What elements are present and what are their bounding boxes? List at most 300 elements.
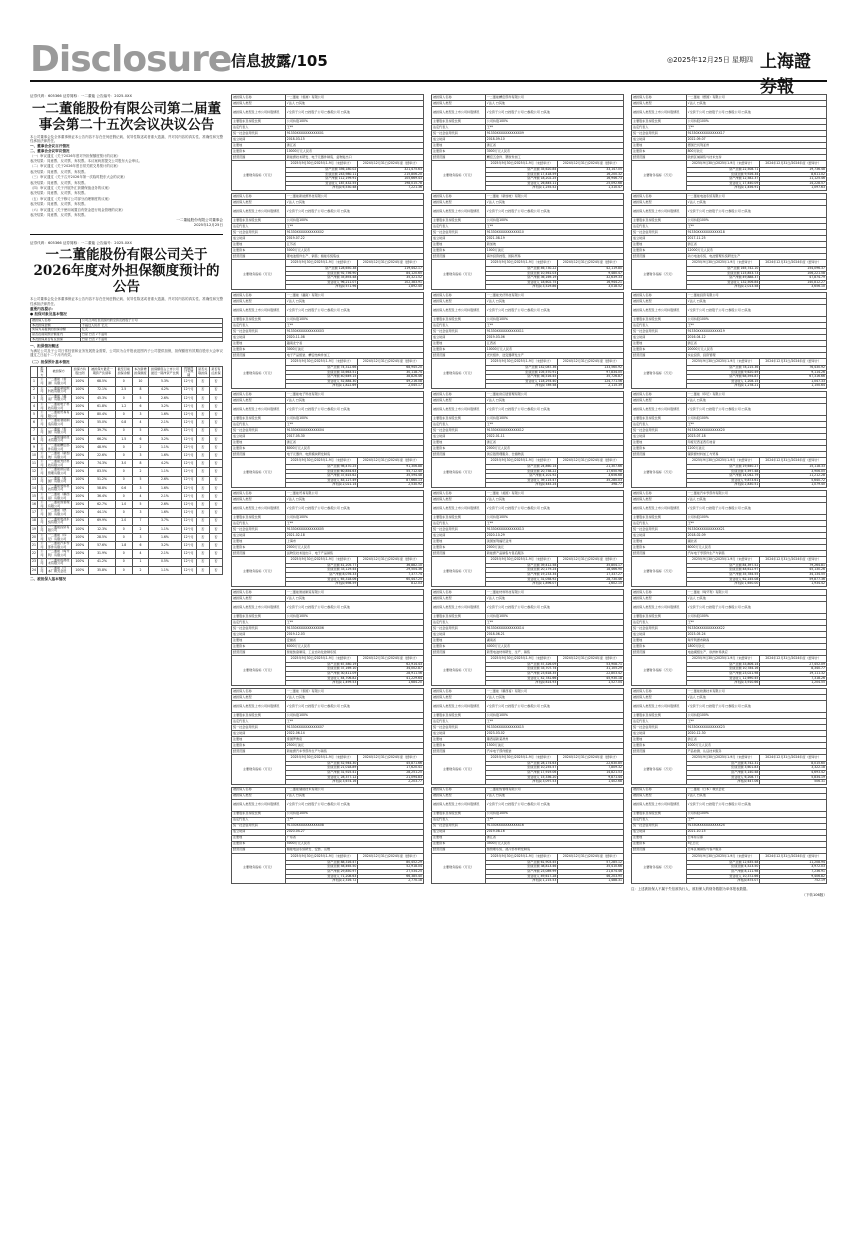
cell-bal: 0 (115, 525, 132, 533)
info-value: 3000万元人民币 (485, 149, 623, 155)
info-value: 5亿日元 (686, 841, 826, 847)
info-value: 公司持股100% (285, 613, 423, 619)
cell-amt: 2 (132, 468, 148, 476)
info-key: 被担保人类型 (232, 595, 286, 601)
fin-value: 21,094.83 (358, 775, 424, 780)
info-key: 经营范围 (632, 748, 687, 754)
info-value: √全资子公司 □控股子公司 □参股公司 □其他 (686, 700, 826, 712)
fin-value: 营业收入 42,781.66 (485, 676, 558, 681)
cell-amt: 2 (132, 566, 148, 574)
fin-label: 主要财务指标（万元） (232, 754, 286, 784)
fin-value: 营业收入 132,506.84 (686, 280, 760, 285)
row-number: 23 (31, 558, 38, 566)
fin-value: 21,307.66 (558, 464, 624, 469)
info-key: 成立时间 (432, 829, 486, 835)
fin-value: 1,079.40 (760, 483, 827, 488)
info-key: 被担保人类型及上市公司持股情况 (432, 700, 486, 712)
fin-value: 资产净额 4,101.92 (485, 474, 558, 479)
info-value: 公司持股100% (485, 316, 623, 322)
info-row (232, 107, 424, 119)
info-value: 一二董能（香港）有限公司 (285, 95, 423, 101)
cell-rel: 否 (196, 378, 209, 386)
info-key: 被担保人名称 (632, 787, 687, 793)
subsidiary-table (431, 787, 624, 884)
info-value: 墨西哥新莱昂州 (485, 736, 623, 742)
info-row (432, 502, 624, 514)
guarantor: 公司 (37, 419, 46, 427)
guaranteed-party: 一二董能（印尼）有限公司 (46, 533, 71, 541)
fin-label: 主要财务指标（万元） (632, 457, 687, 487)
info-key: 成立时间 (432, 730, 486, 736)
info-key: 统一社会信用代码 (632, 328, 687, 334)
summary-row (31, 337, 223, 342)
info-key: 被担保人类型 (432, 793, 486, 799)
overview-text: 为满足公司及子公司日常经营和业务发展资金需要，公司拟为合并报表范围内子公司提供担保，担保额度有效期自股东大会审议通过之日起十二个月内有效。 (30, 348, 223, 358)
subsidiary-block (231, 589, 424, 686)
info-key: 注册地 (432, 835, 486, 841)
info-value: √全资子公司 □控股子公司 □参股公司 □其他 (485, 304, 623, 316)
cell-bal: 2.5 (115, 386, 132, 394)
row-number: 7 (31, 427, 38, 435)
subsidiary-table (431, 589, 624, 686)
fin-label: 主要财务指标（万元） (432, 853, 486, 883)
subsidiary-block (431, 688, 624, 785)
subsidiary-block (431, 94, 624, 191)
info-key: 统一社会信用代码 (632, 131, 687, 137)
fin-header-cell: 2025年9月30日/2025年1-9月（未经审计） (686, 853, 760, 860)
cell-debt: 48.9% (89, 443, 116, 451)
info-value: 一二董能智能制造有限公司 (285, 589, 423, 595)
fin-value: 1,097.63 (760, 186, 827, 191)
fin-header-cell: 2025年9月30日/2025年1-9月（未经审计） (485, 457, 558, 464)
guaranteed-party: 一二董能材料科技有限公司 (47, 483, 70, 492)
info-value: 一二董能（墨西哥）有限公司 (485, 688, 623, 694)
cell-amt: 8 (132, 386, 148, 394)
cell-ratio: 100% (71, 378, 89, 386)
fin-value: 31,105.29 (558, 667, 624, 672)
info-value: √法人 □其他 (686, 298, 826, 304)
info-value: 王** (285, 718, 423, 724)
fin-value: 资产净额 18,202.25 (485, 177, 558, 182)
info-key: 经营范围 (432, 253, 486, 259)
cell-rel: 否 (196, 460, 209, 468)
table-row (31, 509, 223, 517)
info-key: 注册地 (232, 143, 286, 149)
info-key: 注册地 (632, 637, 687, 643)
info-key: 法定代表人 (232, 322, 286, 328)
info-key: 被担保人名称 (432, 490, 486, 496)
fin-value: 资产总额 57,326.09 (485, 662, 558, 667)
fin-value: 66,385.40 (358, 874, 424, 879)
subsidiary-table (431, 292, 624, 389)
cell-bal: 0 (115, 452, 132, 460)
cell-pct: 3.2% (149, 402, 182, 410)
info-value: 一二董能（美国）有限公司 (485, 490, 623, 496)
fin-value: 净利润 698.59 (285, 582, 358, 587)
fin-value: 1,150.64 (760, 384, 827, 389)
info-key: 法定代表人 (432, 125, 486, 131)
info-key: 主要股东及持股比例 (432, 415, 486, 421)
fin-value: 91,306.88 (358, 464, 424, 469)
fin-value: 负债总额 5,597.48 (686, 469, 760, 474)
info-value: 越南北宁省 (285, 340, 423, 346)
info-key: 被担保人类型 (232, 397, 286, 403)
fin-value: 资产总额 39,412.58 (485, 563, 558, 568)
fin-label: 主要财务指标（万元） (632, 358, 687, 388)
cell-amt: 5 (132, 394, 148, 402)
cell-ratio: 100% (71, 435, 89, 443)
info-key: 被担保人名称 (632, 193, 687, 199)
info-value: 印度尼西亚西爪哇省 (686, 439, 826, 445)
subsidiary-block (231, 688, 424, 785)
info-value: 91330XXXXXXXXXXX14 (485, 625, 623, 631)
info-key: 主要股东及持股比例 (632, 811, 687, 817)
fin-value: 7,221.36 (358, 186, 424, 191)
cell-debt: 36.4% (89, 493, 116, 501)
info-key: 法定代表人 (632, 718, 687, 724)
fin-value: 5,834.19 (760, 775, 827, 780)
fin-value: 11,208.94 (760, 860, 827, 865)
fin-value: 资产净额 112,199.91 (285, 177, 358, 182)
section-title (231, 50, 328, 71)
info-value: 公司持股100% (686, 316, 826, 322)
cell-debt: 69.9% (89, 517, 116, 525)
info-key: 注册地 (632, 736, 687, 742)
info-value: 光伏组件、逆变器研发生产 (485, 352, 623, 358)
newspaper-logo: 上海證券報 (760, 52, 811, 97)
fin-value: 负债总额 10,561.03 (485, 271, 558, 276)
row-number: 9 (31, 443, 38, 451)
info-value: 91330XXXXXXXXXXX02 (285, 229, 423, 235)
cell-counter: 否 (209, 509, 222, 517)
cell-counter: 否 (209, 493, 222, 501)
subsidiary-table (231, 688, 424, 785)
fin-label: 主要财务指标（万元） (632, 655, 687, 685)
guarantor: 公司 (37, 427, 46, 435)
fin-value: 46,203.95 (558, 874, 624, 879)
cell-period: 12个月 (181, 468, 196, 476)
fin-value: 净利润 445.24 (485, 483, 558, 488)
subsidiary-table (231, 193, 424, 290)
info-value: 公司持股100% (485, 613, 623, 619)
fin-label: 主要财务指标（万元） (632, 556, 687, 586)
info-key: 经营范围 (232, 451, 286, 457)
cell-ratio: 100% (71, 493, 89, 501)
info-key: 注册资本 (432, 742, 486, 748)
info-value: √法人 □其他 (686, 101, 826, 107)
info-value: 安徽省 (285, 637, 423, 643)
info-value: 91330XXXXXXXXXXX06 (285, 625, 423, 631)
info-value: 5000万元人民币 (285, 247, 423, 253)
table-row (31, 419, 223, 427)
fin-value: 资产总额 33,806.14 (686, 662, 760, 667)
info-value: 10000万元人民币 (485, 346, 623, 352)
guaranteed-party: 一二董能（匈牙利）有限公司 (47, 549, 70, 557)
info-key: 被担保人类型 (232, 496, 286, 502)
info-key: 成立时间 (232, 631, 286, 637)
info-value: 91330XXXXXXXXXXX20 (686, 427, 826, 433)
info-row (232, 601, 424, 613)
info-key: 注册地 (632, 143, 687, 149)
info-value: √法人 □其他 (285, 298, 423, 304)
fin-value: 资产净额 23,089.99 (485, 869, 558, 874)
info-value: 一二董能电子科技有限公司 (285, 391, 423, 397)
cell-period: 12个月 (181, 558, 196, 566)
fin-header-cell: 2024年12月31日/2024年度（经审计） (358, 259, 424, 266)
fin-header-cell: 2025年9月30日/2025年1-9月（未经审计） (686, 655, 760, 662)
cell-period: 12个月 (181, 386, 196, 394)
cell-debt: 58.8% (89, 484, 116, 492)
section-name: 信息披露 (231, 52, 292, 70)
info-value: 王** (686, 520, 826, 526)
fin-value: 45,930.18 (558, 676, 624, 681)
info-value: 800万欧元 (686, 149, 826, 155)
resolution-item: 表决结果：同意票、反对票、弃权票。 (30, 169, 88, 174)
fin-value: 11,125.46 (760, 177, 827, 182)
info-key: 注册资本 (632, 742, 687, 748)
fin-value: 9,406.82 (760, 874, 827, 879)
fin-value: 79,264.81 (760, 563, 827, 568)
fin-value: 净利润 3,529.86 (485, 285, 558, 290)
info-value: 欧洲区域销售与技术支持 (686, 155, 826, 161)
fin-value: 资产净额 36,169.19 (485, 276, 558, 281)
subsidiary-block (631, 193, 827, 290)
info-key: 主要股东及持股比例 (232, 415, 286, 421)
column-header: 本次新增担保额度 (132, 366, 148, 378)
info-key: 主要股东及持股比例 (432, 613, 486, 619)
fin-value: 2,770.18 (358, 879, 424, 884)
info-key: 统一社会信用代码 (432, 229, 486, 235)
cell-rel: 否 (196, 386, 209, 394)
fin-value: 9,480.47 (558, 271, 624, 276)
info-key: 成立时间 (632, 334, 687, 340)
fin-value: 45,130.26 (760, 568, 827, 573)
cell-rel: 否 (196, 394, 209, 402)
info-value: 一二董能（匈牙利）有限公司 (686, 589, 826, 595)
cell-rel: 否 (196, 493, 209, 501)
info-value: 1500万美元 (485, 742, 623, 748)
fin-value: 资产净额 29,850.97 (285, 869, 358, 874)
fin-value: 18,466.90 (558, 568, 624, 573)
info-key: 注册资本 (432, 247, 486, 253)
resolution-item: （三）审议通过《关于召开2026年第一次临时股东大会的议案》 (30, 175, 127, 180)
subsidiary-table (431, 490, 624, 587)
info-value: 精密五金件、塑胶件加工 (485, 155, 623, 161)
info-value: √全资子公司 □控股子公司 □参股公司 □其他 (285, 700, 423, 712)
section-heading: 二、被担保人基本情况 (30, 576, 66, 581)
info-value: 热管理系统、液冷部件研发制造 (485, 847, 623, 853)
info-value: 一二董能（日本）株式会社 (686, 787, 826, 793)
fin-header-cell: 2024年12月31日/2024年度（经审计） (760, 259, 827, 266)
fin-value: 资产总额 8,742.31 (686, 761, 760, 766)
info-key: 被担保人名称 (232, 391, 286, 397)
cell-debt: 39.7% (89, 427, 116, 435)
cell-period: 12个月 (181, 402, 196, 410)
subsidiary-table (631, 193, 827, 290)
info-key: 成立时间 (632, 532, 687, 538)
info-key: 注册地 (432, 538, 486, 544)
cell-debt: 68.5% (89, 378, 116, 386)
cell-rel: 否 (196, 558, 209, 566)
info-key: 主要股东及持股比例 (432, 316, 486, 322)
cell-pct: 1.6% (149, 452, 182, 460)
fin-value: 资产净额 35,784.55 (686, 573, 760, 578)
info-key: 法定代表人 (432, 520, 486, 526)
fin-value: 1,527.04 (558, 681, 624, 686)
info-key: 统一社会信用代码 (432, 625, 486, 631)
cell-amt: 6 (132, 435, 148, 443)
info-value: 2000万元人民币 (285, 544, 423, 550)
fin-value: 752.19 (760, 879, 827, 884)
info-key: 法定代表人 (632, 125, 687, 131)
cell-amt: 5 (132, 476, 148, 484)
info-key: 被担保人类型及上市公司持股情况 (632, 502, 687, 514)
fin-value: 负债总额 9,926.34 (686, 172, 760, 177)
fin-value: 营业收入 187,432.55 (285, 181, 358, 186)
fin-label: 主要财务指标（万元） (432, 457, 486, 487)
guaranteed-party: 一二董能储能技术有限公司 (47, 434, 70, 443)
info-value: √法人 □其他 (485, 595, 623, 601)
subsidiary-table (231, 94, 424, 191)
fin-value: 负债总额 60,854.63 (285, 469, 358, 474)
cell-rel: 否 (196, 419, 209, 427)
info-value: 王** (686, 817, 826, 823)
info-key: 主要股东及持股比例 (432, 217, 486, 223)
fin-label: 主要财务指标（万元） (432, 655, 486, 685)
info-key: 法定代表人 (432, 817, 486, 823)
cell-debt: 83.5% (89, 468, 116, 476)
info-value: 日本东京都 (686, 835, 826, 841)
info-value: 公司持股100% (686, 514, 826, 520)
fin-value: 35,726.87 (558, 375, 624, 380)
row-number: 19 (31, 525, 38, 533)
fin-value: 38,826.46 (358, 375, 424, 380)
fin-header-row (632, 754, 827, 761)
cell-bal: 0 (115, 566, 132, 574)
info-key: 被担保人类型及上市公司持股情况 (232, 601, 286, 613)
info-value: 公司持股100% (686, 217, 826, 223)
table-row (31, 566, 223, 574)
fin-header-cell: 2025年9月30日/2025年1-9月（未经审计） (285, 358, 358, 365)
summary-key: 本次担保是否有反担保 (31, 337, 81, 342)
cell-ratio: 100% (71, 394, 89, 402)
subsidiary-table (231, 292, 424, 389)
fin-label: 主要财务指标（万元） (432, 754, 486, 784)
info-value: 实业投资、投资管理 (686, 352, 826, 358)
fin-value: 22,630.85 (558, 761, 624, 766)
subsidiary-table (631, 688, 827, 785)
guarantor: 公司 (37, 402, 46, 410)
info-value: 王** (485, 322, 623, 328)
fin-value: 净利润 1,896.07 (485, 582, 558, 587)
fin-value: 营业收入 28,377.12 (285, 775, 358, 780)
cell-amt: 3 (132, 484, 148, 492)
info-row (232, 304, 424, 316)
statement: 本公司董事会及全体董事保证本公告内容不存在任何虚假记载、误导性陈述或者重大遗漏，并对其内容的真实性、准确性和完整性承担法律责任。 (30, 297, 223, 306)
info-key: 被担保人类型 (432, 397, 486, 403)
fin-value: 106,221.58 (760, 271, 827, 276)
fin-value: 负债总额 17,418.59 (485, 172, 558, 177)
fin-value: 负债总额 48,612.97 (686, 568, 760, 573)
cell-pct: 2.6% (149, 476, 182, 484)
info-key: 主要股东及持股比例 (432, 514, 486, 520)
cell-debt: 80.4% (89, 411, 116, 419)
summary-key: 被担保人名称 (31, 319, 81, 324)
subsidiary-table (231, 787, 424, 884)
info-value: 一二董能汽车零部件有限公司 (686, 490, 826, 496)
summary-value: 亿元 (80, 328, 222, 333)
info-key: 成立时间 (232, 829, 286, 835)
cell-debt: 28.5% (89, 533, 116, 541)
info-value: √法人 □其他 (686, 694, 826, 700)
fin-value: 9,871.44 (558, 775, 624, 780)
info-key: 成立时间 (432, 235, 486, 241)
fin-value: 3,656.68 (558, 474, 624, 479)
info-value: 2019-12-03 (285, 631, 423, 637)
guarantor: 公司 (37, 525, 46, 533)
fin-value: 资产总额 19,640.27 (686, 464, 760, 469)
fin-value: 净利润 875.07 (686, 879, 760, 884)
fin-value: 资产净额 68,594.87 (686, 375, 760, 380)
cell-pct: 1.6% (149, 533, 182, 541)
info-value: 91330XXXXXXXXXXX04 (285, 427, 423, 433)
info-value: 2500万美元 (285, 742, 423, 748)
info-value: √全资子公司 □控股子公司 □参股公司 □其他 (686, 799, 826, 811)
fin-value: 53,908.71 (558, 662, 624, 667)
info-key: 注册资本 (232, 841, 286, 847)
cell-period: 12个月 (181, 476, 196, 484)
info-value: 江苏省 (285, 241, 423, 247)
cell-ratio: 100% (71, 443, 89, 451)
summary-value: 不超过人民币 亿元 (80, 323, 222, 328)
info-key: 主要股东及持股比例 (432, 712, 486, 718)
guarantor: 公司 (37, 468, 46, 476)
fin-value: 营业收入 71,208.63 (285, 874, 358, 879)
row-number: 10 (31, 452, 38, 460)
info-value: 一二董能热管理有限公司 (485, 787, 623, 793)
cell-rel: 否 (196, 566, 209, 574)
info-value: 王** (285, 619, 423, 625)
fin-header-cell: 2024年12月31日/2024年度（经审计） (358, 161, 424, 168)
fin-value: 净利润 3,674.16 (285, 780, 358, 785)
guaranteed-party: 一二董能热管理有限公司 (47, 500, 70, 508)
info-value: 2020-10-29 (485, 532, 623, 538)
guarantor: 公司 (37, 378, 46, 386)
info-key: 被担保人名称 (632, 292, 687, 298)
info-key: 成立时间 (432, 433, 486, 439)
info-value: 公司持股100% (285, 415, 423, 421)
fin-label: 主要财务指标（万元） (432, 259, 486, 289)
info-key: 被担保人名称 (232, 292, 286, 298)
fin-value: 1,204.55 (760, 681, 827, 686)
fin-value: 资产总额 12,635.48 (686, 860, 760, 865)
info-key: 法定代表人 (632, 421, 687, 427)
cell-amt: 3 (132, 411, 148, 419)
info-key: 成立时间 (232, 235, 286, 241)
cell-rel: 否 (196, 427, 209, 435)
cell-pct: 2.6% (149, 501, 182, 509)
info-key: 经营范围 (632, 155, 687, 161)
row-number: 12 (31, 468, 38, 476)
cell-rel: 否 (196, 533, 209, 541)
fin-value: 资产净额 19,233.34 (485, 573, 558, 578)
cell-ratio: 100% (71, 501, 89, 509)
fin-value: 资产净额 17,919.06 (485, 771, 558, 776)
info-key: 被担保人类型 (632, 496, 687, 502)
info-key: 被担保人类型 (632, 199, 687, 205)
info-value: 浙江省 (485, 835, 623, 841)
cell-counter: 否 (209, 542, 222, 550)
